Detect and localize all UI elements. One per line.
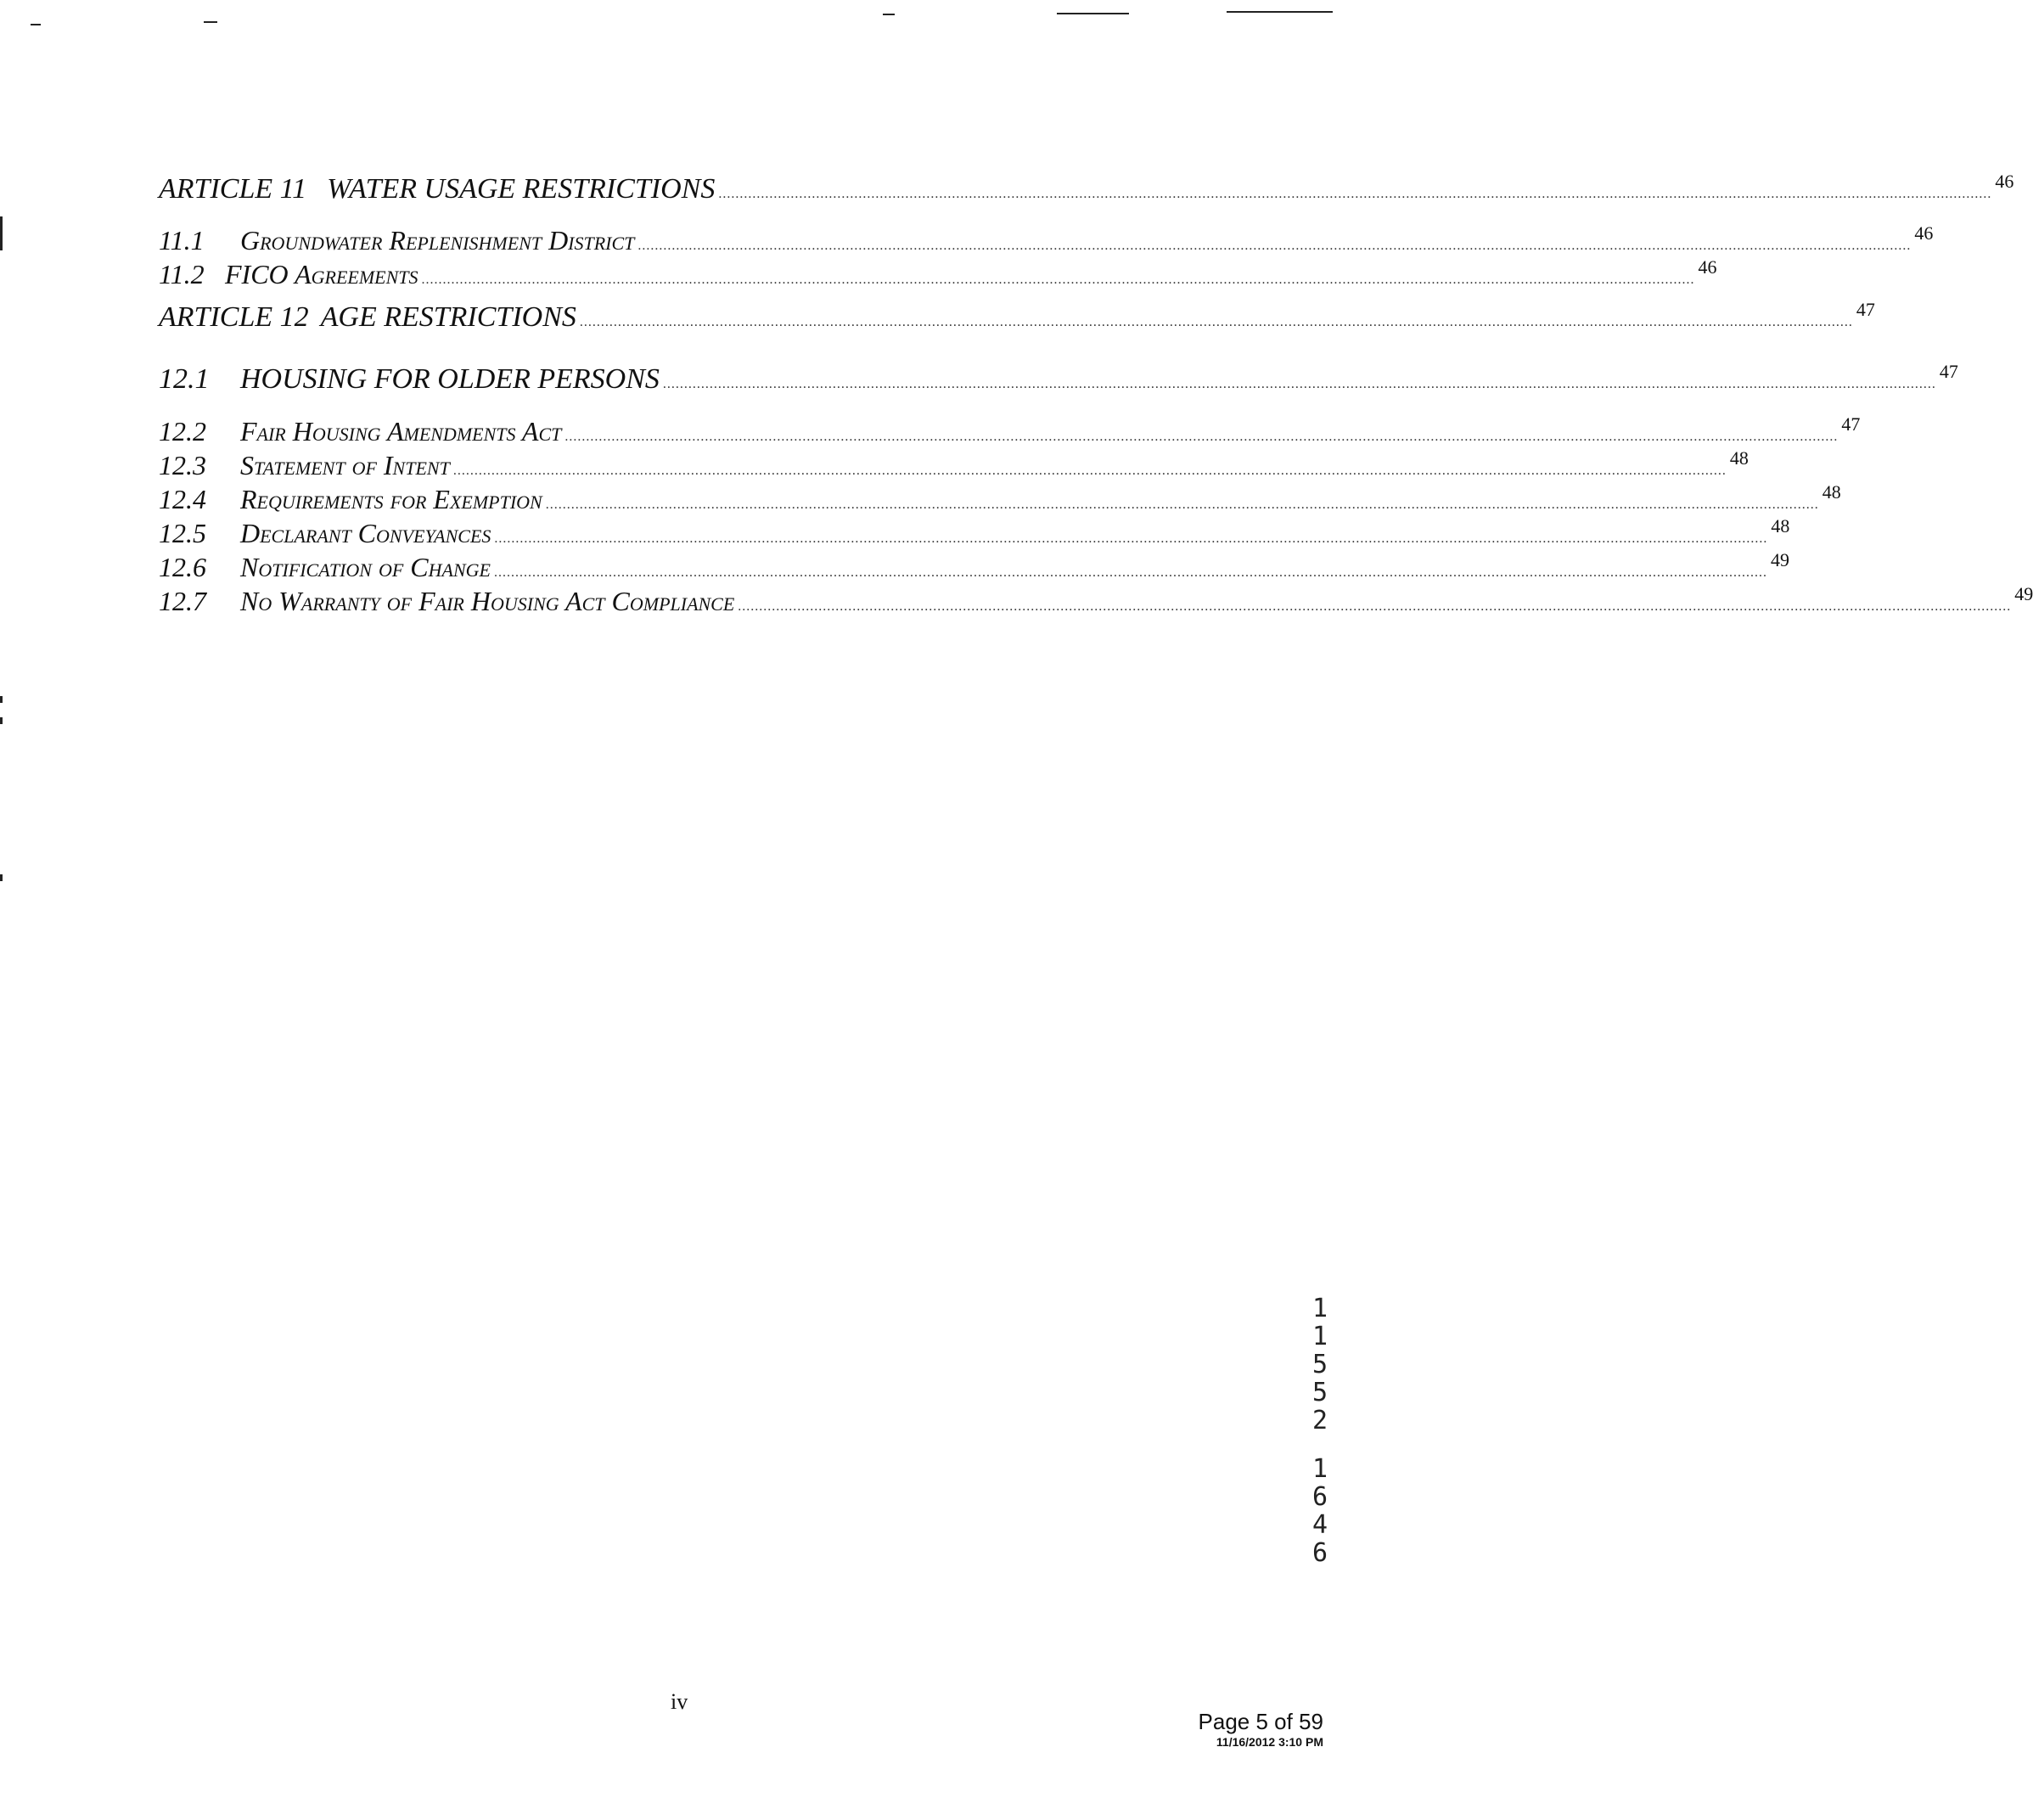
toc-entry-title: Fair Housing Amendments Act [240, 416, 562, 447]
toc-entry-11-2[interactable] [159, 256, 1717, 290]
toc-entry-page: 49 [2014, 583, 2033, 604]
stamp-digit: 5 [1311, 1350, 1328, 1379]
page-counter-label: Page 5 of 59 [1198, 1709, 1323, 1734]
scan-mark [0, 696, 3, 703]
dot-leader: ............................................................................................................................................................................................................................................................................................................ [493, 565, 1767, 580]
dot-leader: ............................................................................................................................................................................................................................................................................................................ [637, 239, 1912, 253]
toc-entry-12-1[interactable] [159, 361, 1958, 396]
toc-entry-11-1[interactable] [159, 222, 1934, 256]
stamp-gap [1307, 1435, 1333, 1455]
toc-entry-page: 47 [1856, 299, 1875, 320]
scan-mark [1057, 13, 1129, 14]
toc-entry-number: 12.6 [159, 552, 206, 582]
toc-entry-12-2[interactable] [159, 413, 1861, 447]
stamp-digit: 5 [1311, 1378, 1328, 1407]
toc-entry-page: 48 [1729, 447, 1749, 469]
dot-leader: ............................................................................................................................................................................................................................................................................................................ [718, 187, 1992, 201]
toc-entry-title: Groundwater Replenishment District [240, 225, 635, 256]
scan-mark [0, 216, 3, 250]
dot-leader: ............................................................................................................................................................................................................................................................................................................ [662, 377, 1936, 391]
scan-mark [0, 717, 3, 724]
toc-entry-title: Notification of Change [240, 552, 491, 582]
stamp-digit: 6 [1311, 1482, 1328, 1512]
dot-leader: ............................................................................................................................................................................................................................................................................................................ [421, 272, 1695, 287]
toc-entry-number: 12.7 [159, 586, 206, 616]
stamp-digit: 6 [1311, 1538, 1328, 1568]
toc-entry-number: 12.4 [159, 484, 206, 514]
scan-mark [1227, 11, 1333, 13]
toc-entry-number: 12.2 [159, 416, 206, 447]
toc-entry-page: 46 [1914, 222, 1934, 244]
print-timestamp: 11/16/2012 3:10 PM [1216, 1735, 1323, 1749]
toc-entry-number: 11.2 [159, 259, 205, 289]
dot-leader: ............................................................................................................................................................................................................................................................................................................ [545, 497, 1819, 512]
toc-entry-12-3[interactable] [159, 447, 1749, 481]
toc-entry-12-6[interactable] [159, 549, 1789, 583]
dot-leader: ............................................................................................................................................................................................................................................................................................................ [452, 463, 1727, 478]
toc-entry-title: FICO Agreements [225, 259, 418, 289]
toc-entry-page: 48 [1771, 515, 1790, 536]
toc-entry-page: 46 [1995, 171, 2014, 192]
toc-entry-article-12[interactable] [159, 299, 1875, 334]
toc-entry-page: 49 [1770, 549, 1789, 570]
scan-mark [0, 874, 3, 881]
toc-entry-number: 12.1 [159, 363, 210, 395]
toc-entry-12-7[interactable] [159, 583, 2033, 617]
page-number-roman: iv [671, 1689, 688, 1714]
stamp-digit: 2 [1311, 1406, 1328, 1435]
dot-leader: ............................................................................................................................................................................................................................................................................................................ [494, 531, 1768, 546]
toc-entry-article-11[interactable] [159, 171, 2014, 205]
dot-leader: ............................................................................................................................................................................................................................................................................................................ [564, 430, 1839, 444]
stamp-digit: 1 [1311, 1294, 1328, 1323]
stamp-digit: 1 [1311, 1322, 1328, 1351]
page-counter [1199, 1709, 1323, 1749]
scan-mark [204, 21, 217, 23]
toc-entry-title: WATER USAGE RESTRICTIONS [327, 173, 716, 205]
recording-number-stamp [1307, 1295, 1333, 1567]
toc-entry-title: Declarant Conveyances [240, 518, 491, 548]
scan-mark [31, 24, 41, 25]
toc-entry-page: 47 [1841, 413, 1861, 435]
toc-entry-title: HOUSING FOR OLDER PERSONS [240, 363, 660, 395]
toc-entry-12-4[interactable] [159, 481, 1841, 515]
dot-leader: ............................................................................................................................................................................................................................................................................................................ [579, 315, 1853, 329]
toc-entry-title: No Warranty of Fair Housing Act Compliance [240, 586, 735, 616]
toc-entry-number: 12.3 [159, 450, 206, 480]
toc-entry-page: 46 [1698, 256, 1717, 278]
stamp-digit: 4 [1311, 1510, 1328, 1540]
toc-entry-title: Requirements for Exemption [240, 484, 542, 514]
toc-entry-number: 12.5 [159, 518, 206, 548]
stamp-digit: 1 [1311, 1454, 1328, 1484]
dot-leader: ............................................................................................................................................................................................................................................................................................................ [738, 599, 2012, 614]
toc-entry-title: Statement of Intent [240, 450, 450, 480]
toc-entry-number: 11.1 [159, 225, 205, 256]
toc-entry-page: 47 [1939, 361, 1958, 382]
toc-entry-number: ARTICLE 11 [159, 173, 307, 205]
scan-mark [883, 14, 895, 15]
toc-entry-number: ARTICLE 12 [159, 301, 309, 333]
toc-entry-12-5[interactable] [159, 515, 1790, 549]
toc-entry-title: AGE RESTRICTIONS [320, 301, 576, 333]
toc-entry-page: 48 [1822, 481, 1841, 503]
